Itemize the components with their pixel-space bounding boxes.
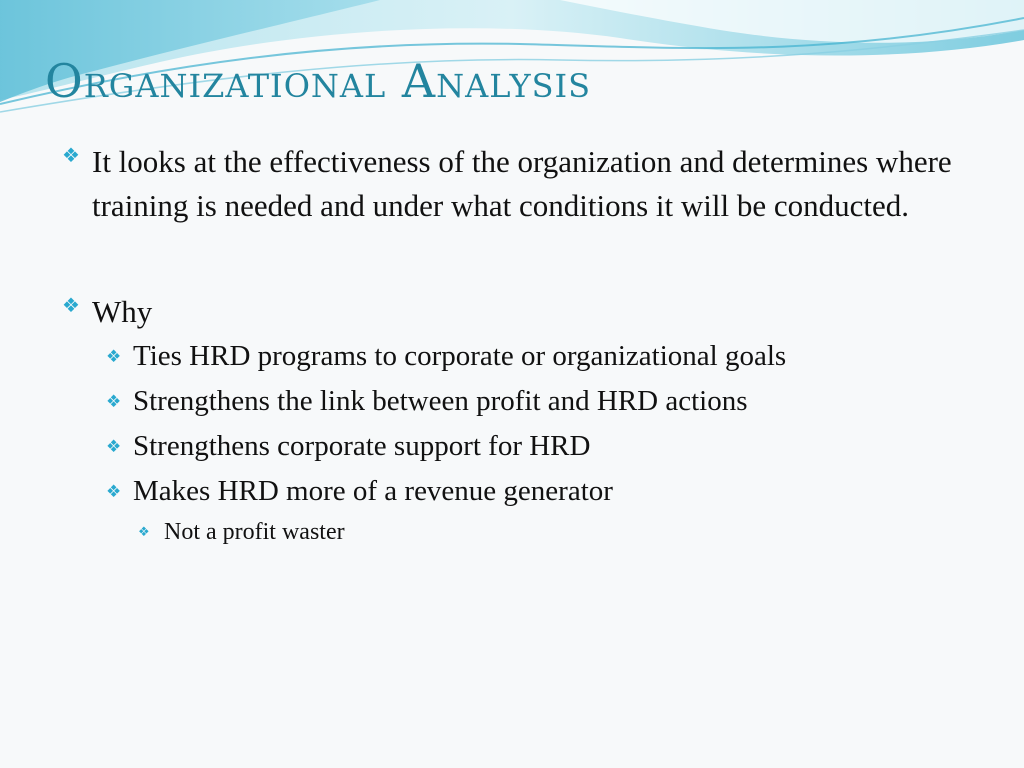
list-item	[106, 334, 982, 379]
bullet-text: Strengthens the link between profit and HRD actions	[133, 385, 748, 417]
bullet-text: It looks at the effectiveness of the organization and determines where training is needed and under what conditions it will be conducted.	[92, 144, 952, 223]
diamond-cluster-icon: ❖	[106, 482, 122, 501]
diamond-cluster-icon: ❖	[138, 524, 150, 539]
bullet-text: Why	[92, 294, 153, 329]
diamond-cluster-icon: ❖	[106, 392, 122, 411]
bullet-text: Not a profit waster	[164, 519, 345, 545]
list-item	[106, 469, 982, 514]
list-item	[106, 379, 982, 424]
list-item	[138, 514, 982, 550]
diamond-cluster-icon: ❖	[106, 437, 122, 456]
diamond-cluster-icon: ❖	[62, 295, 80, 317]
list-item	[62, 290, 982, 334]
list-item	[62, 140, 982, 228]
diamond-cluster-icon: ❖	[106, 347, 122, 366]
slide-title: Organizational Analysis	[45, 54, 592, 108]
diamond-cluster-icon: ❖	[62, 145, 80, 167]
bullet-text: Strengthens corporate support for HRD	[133, 430, 591, 462]
bullet-text: Makes HRD more of a revenue generator	[133, 475, 613, 507]
list-item	[106, 424, 982, 469]
bullet-list	[62, 140, 982, 550]
bullet-text: Ties HRD programs to corporate or organizational goals	[133, 340, 787, 372]
